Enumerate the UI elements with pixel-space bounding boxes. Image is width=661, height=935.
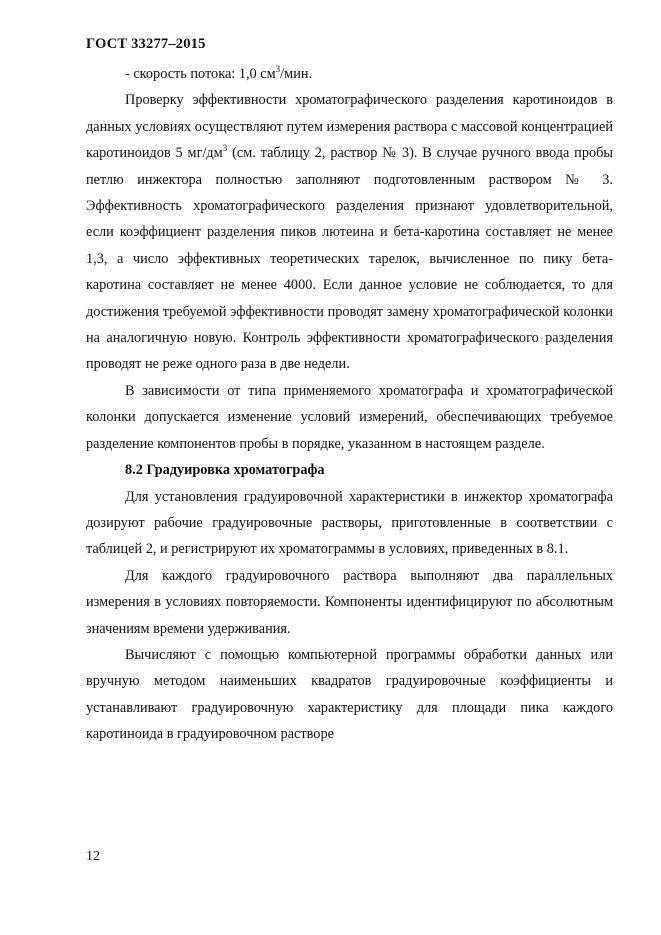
document-header: ГОСТ 33277–2015 [86, 36, 206, 52]
paragraph-parallel-measurements: Для каждого градуировочного раствора выполняют два параллельных измерения в условиях повторяемости. Компоненты идентифицируют по абсолютным значениям времени удерживания. [86, 567, 613, 637]
page-body [86, 61, 613, 748]
paragraph-efficiency-check: Проверку эффективности хроматографического разделения каротиноидов в данных условиях осуществляют путем измерения раствора с массовой концентрацией каротиноидов 5 $мг/дм^3$ (см. таблицу 2, раствор № 3). В случае ручного ввода пробы петлю инжектора полностью заполняют подготовленным раствором № 3. Эффективность хроматографического разделения признают удовлетворительной, если коэффициент разделения пиков лютеина и бета-каротина составляет не менее 1,3, а число эффективных теоретических тарелок, вычисленное по пику бета-каротина составляет не менее 4000. Если данное условие не соблюдается, то для достижения требуемой эффективности проводят замену хроматографической колонки на аналогичную новую. Контроль эффективности хроматографического разделения проводят не реже одного раза в две недели. [86, 92, 613, 373]
paragraph-calibration-setup: Для установления градуировочной характеристики в инжектор хроматографа дозируют рабочие градуировочные растворы, приготовленные в соответствии с таблицей 2, и регистрируют их хроматограммы в условиях, приведенных в 8.1. [86, 488, 613, 558]
paragraph-conditions-change: В зависимости от типа применяемого хроматографа и хроматографической колонки допускается изменение условий измерений, обеспечивающих требуемое разделение компонентов пробы в порядке, указанном в настоящем разделе. [86, 382, 613, 452]
page-number: 12 [86, 849, 100, 864]
section-title: 8.2 Градуировка хроматографа [125, 462, 325, 479]
paragraph-calibration-coefficients: Вычисляют с помощью компьютерной программы обработки данных или вручную методом наименьших квадратов градуировочные коэффициенты и устанавливают градуировочную характеристику для площади пика каждого каротиноида в градуировочном растворе [86, 646, 613, 743]
flow-rate-line: - скорость потока: 1,0 $см^3$/мин. [125, 64, 313, 82]
